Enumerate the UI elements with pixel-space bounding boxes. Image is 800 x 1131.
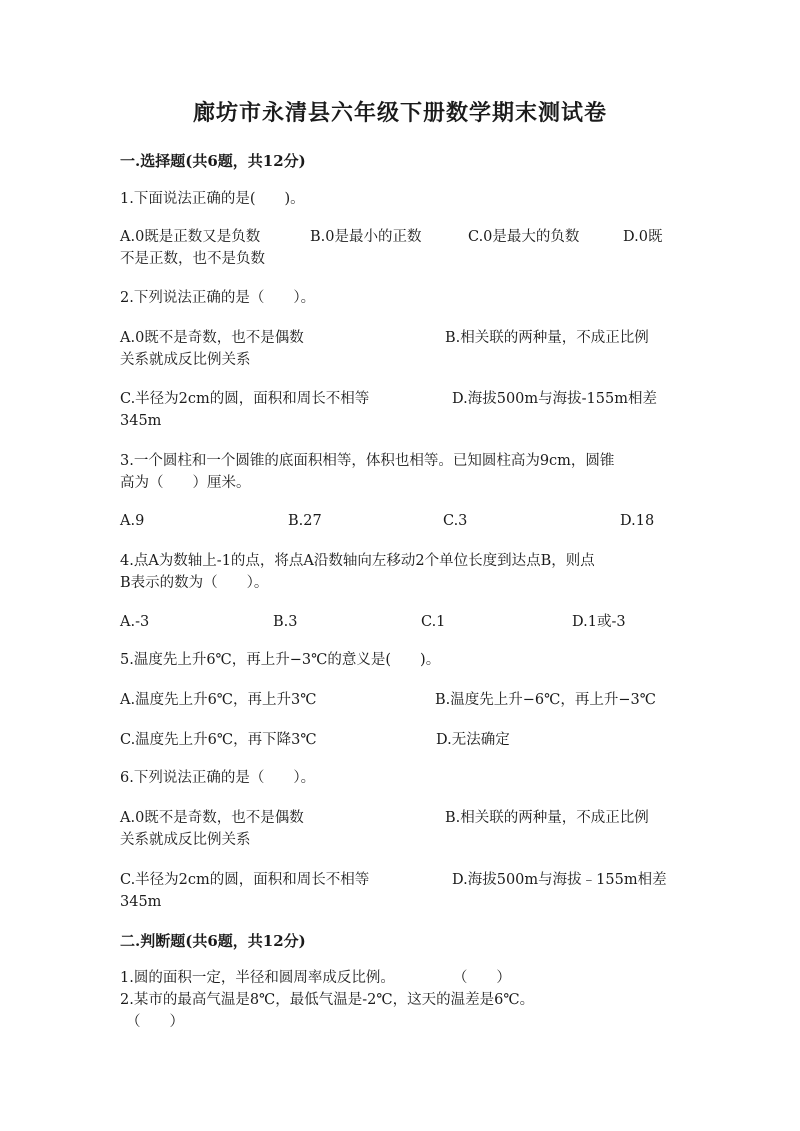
question-2-option-d: D.海拔500m与海拔-155m相差 <box>452 391 657 407</box>
section-heading-choice: 一.选择题(共6题，共12分) <box>120 152 306 170</box>
question-3-option-c: C.3 <box>443 513 468 529</box>
question-5-stem: 5.温度先上升6℃，再上升−3℃的意义是( )。 <box>120 652 441 668</box>
question-6-option-d-continued: 345m <box>120 894 162 910</box>
question-1-option-c: C.0是最大的负数 <box>468 229 580 245</box>
question-4-stem-line-1: 4.点A为数轴上-1的点，将点A沿数轴向左移动2个单位长度到达点B，则点 <box>120 553 595 569</box>
judgment-question-2: 2.某市的最高气温是8℃，最低气温是-2℃，这天的温差是6℃。 <box>120 992 535 1008</box>
question-3-option-a: A.9 <box>120 513 145 529</box>
question-2-option-b-continued: 关系就成反比例关系 <box>120 352 251 368</box>
question-1-option-b: B.0是最小的正数 <box>310 229 422 245</box>
question-4-option-d: D.1或-3 <box>572 614 626 630</box>
question-5-option-a: A.温度先上升6℃，再上升3℃ <box>120 692 317 708</box>
question-5-option-b: B.温度先上升−6℃，再上升−3℃ <box>435 692 656 708</box>
question-6-option-c: C.半径为2cm的圆，面积和周长不相等 <box>120 872 370 888</box>
question-1-stem: 1.下面说法正确的是( )。 <box>120 191 305 207</box>
judgment-question-2-answer-blank: （ ） <box>126 1014 184 1030</box>
page-title: 廊坊市永清县六年级下册数学期末测试卷 <box>192 100 607 126</box>
question-2-option-b: B.相关联的两种量，不成正比例 <box>445 330 649 346</box>
question-4-option-a: A.-3 <box>120 614 150 630</box>
question-2-stem: 2.下列说法正确的是（ ）。 <box>120 290 316 306</box>
question-1-option-d-continued: 不是正数，也不是负数 <box>120 251 265 267</box>
question-6-option-b-continued: 关系就成反比例关系 <box>120 832 251 848</box>
question-5-option-c: C.温度先上升6℃，再下降3℃ <box>120 732 317 748</box>
section-heading-true-false: 二.判断题(共6题，共12分) <box>120 932 306 950</box>
question-3-stem-line-2: 高为（ ）厘米。 <box>120 475 251 491</box>
question-2-option-c: C.半径为2cm的圆，面积和周长不相等 <box>120 391 370 407</box>
question-1-option-d: D.0既 <box>623 229 663 245</box>
question-5-option-d: D.无法确定 <box>436 732 510 748</box>
question-4-stem-line-2: B表示的数为（ ）。 <box>120 575 269 591</box>
question-3-stem-line-1: 3.一个圆柱和一个圆锥的底面积相等，体积也相等。已知圆柱高为9cm，圆锥 <box>120 453 615 469</box>
question-6-option-d: D.海拔500m与海拔﹣155m相差 <box>452 872 667 888</box>
question-6-option-a: A.0既不是奇数，也不是偶数 <box>120 810 304 826</box>
judgment-question-1: 1.圆的面积一定，半径和圆周率成反比例。 （ ） <box>120 970 511 986</box>
question-3-option-d: D.18 <box>620 513 655 529</box>
question-6-stem: 6.下列说法正确的是（ ）。 <box>120 770 316 786</box>
question-4-option-b: B.3 <box>273 614 298 630</box>
question-1-option-a: A.0既是正数又是负数 <box>120 229 261 245</box>
question-6-option-b: B.相关联的两种量，不成正比例 <box>445 810 649 826</box>
question-2-option-a: A.0既不是奇数，也不是偶数 <box>120 330 304 346</box>
question-4-option-c: C.1 <box>421 614 446 630</box>
question-2-option-d-continued: 345m <box>120 413 162 429</box>
question-3-option-b: B.27 <box>288 513 322 529</box>
